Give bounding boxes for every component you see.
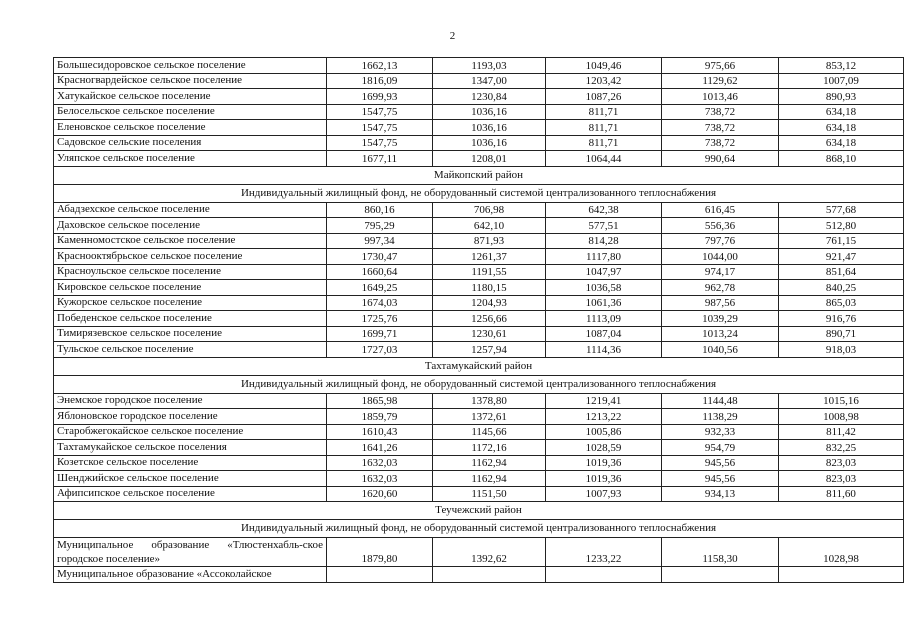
value-cell: 1193,03: [433, 58, 546, 74]
settlement-name: Афипсипское сельское поселение: [54, 486, 327, 502]
value-cell: 1191,55: [433, 264, 546, 280]
value-cell: 1172,16: [433, 440, 546, 456]
value-cell: 860,16: [327, 202, 433, 218]
value-cell: 1257,94: [433, 342, 546, 358]
settlement-name: Краснооктябрьское сельское поселение: [54, 249, 327, 265]
value-cell: 1145,66: [433, 424, 546, 440]
settlement-name: Козетское сельское поселение: [54, 455, 327, 471]
value-cell: 987,56: [662, 295, 779, 311]
value-cell: 1233,22: [546, 538, 662, 567]
value-cell: 1049,46: [546, 58, 662, 74]
value-cell: 1151,50: [433, 486, 546, 502]
value-cell: 954,79: [662, 440, 779, 456]
value-cell: 1028,59: [546, 440, 662, 456]
value-cell: 890,71: [779, 326, 904, 342]
value-cell: 890,93: [779, 89, 904, 105]
district-title: Теучежский район: [54, 502, 904, 520]
table-row: [54, 471, 904, 487]
fund-title: Индивидуальный жилищный фонд, не оборудованный системой централизованного теплоснабжения: [54, 184, 904, 202]
value-cell: [779, 567, 904, 583]
value-cell: 1677,11: [327, 151, 433, 167]
settlement-name: Уляпское сельское поселение: [54, 151, 327, 167]
table-row: [54, 538, 904, 567]
value-cell: 823,03: [779, 471, 904, 487]
value-cell: 1213,22: [546, 409, 662, 425]
value-cell: 1378,80: [433, 393, 546, 409]
value-cell: 556,36: [662, 218, 779, 234]
value-cell: 1162,94: [433, 455, 546, 471]
value-cell: 1662,13: [327, 58, 433, 74]
value-cell: 1727,03: [327, 342, 433, 358]
value-cell: 1117,80: [546, 249, 662, 265]
table-row: [54, 264, 904, 280]
value-cell: 1674,03: [327, 295, 433, 311]
value-cell: 811,71: [546, 120, 662, 136]
settlement-name: Тульское сельское поселение: [54, 342, 327, 358]
value-cell: 1061,36: [546, 295, 662, 311]
value-cell: 1044,00: [662, 249, 779, 265]
value-cell: 932,33: [662, 424, 779, 440]
value-cell: 634,18: [779, 135, 904, 151]
value-cell: 918,03: [779, 342, 904, 358]
value-cell: 797,76: [662, 233, 779, 249]
value-cell: 997,34: [327, 233, 433, 249]
settlement-name: Энемское городское поселение: [54, 393, 327, 409]
value-cell: 868,10: [779, 151, 904, 167]
value-cell: 1036,16: [433, 135, 546, 151]
value-cell: 1180,15: [433, 280, 546, 296]
value-cell: 761,15: [779, 233, 904, 249]
value-cell: 1087,04: [546, 326, 662, 342]
value-cell: 1649,25: [327, 280, 433, 296]
settlement-name: Тахтамукайское сельское поселения: [54, 440, 327, 456]
table-row: [54, 311, 904, 327]
settlement-name: Каменномостское сельское поселение: [54, 233, 327, 249]
table-row: [54, 295, 904, 311]
settlement-name: Хатукайское сельское поселение: [54, 89, 327, 105]
table-row: [54, 486, 904, 502]
table-row: [54, 409, 904, 425]
value-cell: 1547,75: [327, 135, 433, 151]
value-cell: 634,18: [779, 120, 904, 136]
value-cell: 811,71: [546, 135, 662, 151]
table-row: [54, 326, 904, 342]
value-cell: 1816,09: [327, 73, 433, 89]
value-cell: 1039,29: [662, 311, 779, 327]
value-cell: 738,72: [662, 120, 779, 136]
fund-title: Индивидуальный жилищный фонд, не оборудованный системой централизованного теплоснабжения: [54, 375, 904, 393]
settlement-name: Муниципальное образование «Ассоколайское: [54, 567, 327, 583]
value-cell: 1632,03: [327, 455, 433, 471]
value-cell: 1013,46: [662, 89, 779, 105]
settlement-name: Старобжегокайское сельское поселение: [54, 424, 327, 440]
table-row: [54, 567, 904, 583]
value-cell: 1129,62: [662, 73, 779, 89]
table-row: [54, 249, 904, 265]
fund-header-row: [54, 520, 904, 538]
value-cell: 811,60: [779, 486, 904, 502]
value-cell: 962,78: [662, 280, 779, 296]
fund-header-row: [54, 184, 904, 202]
value-cell: 634,18: [779, 104, 904, 120]
settlement-name: Муниципальное образование «Тлюстенхабль-ское городское поселение»: [54, 538, 327, 567]
value-cell: 1114,36: [546, 342, 662, 358]
value-cell: 823,03: [779, 455, 904, 471]
settlement-name: Яблоновское городское поселение: [54, 409, 327, 425]
value-cell: 1019,36: [546, 455, 662, 471]
value-cell: 851,64: [779, 264, 904, 280]
value-cell: 916,76: [779, 311, 904, 327]
value-cell: 1219,41: [546, 393, 662, 409]
value-cell: 1641,26: [327, 440, 433, 456]
value-cell: 1230,61: [433, 326, 546, 342]
table-row: [54, 58, 904, 74]
table-row: [54, 233, 904, 249]
value-cell: 832,25: [779, 440, 904, 456]
value-cell: 1865,98: [327, 393, 433, 409]
value-cell: 1699,71: [327, 326, 433, 342]
district-title: Майкопский район: [54, 166, 904, 184]
value-cell: 1008,98: [779, 409, 904, 425]
table-row: [54, 135, 904, 151]
settlement-name: Красноульское сельское поселение: [54, 264, 327, 280]
value-cell: 1013,24: [662, 326, 779, 342]
value-cell: 1347,00: [433, 73, 546, 89]
value-cell: 975,66: [662, 58, 779, 74]
page-number: 2: [449, 30, 456, 42]
table-row: [54, 89, 904, 105]
value-cell: 795,29: [327, 218, 433, 234]
value-cell: 1015,16: [779, 393, 904, 409]
table-row: [54, 202, 904, 218]
value-cell: 1879,80: [327, 538, 433, 567]
settlement-name: Кужорское сельское поселение: [54, 295, 327, 311]
value-cell: 1230,84: [433, 89, 546, 105]
value-cell: 1392,62: [433, 538, 546, 567]
value-cell: 1372,61: [433, 409, 546, 425]
table-row: [54, 342, 904, 358]
value-cell: 1007,09: [779, 73, 904, 89]
value-cell: 990,64: [662, 151, 779, 167]
value-cell: 706,98: [433, 202, 546, 218]
settlement-name: Тимирязевское сельское поселение: [54, 326, 327, 342]
table-row: [54, 73, 904, 89]
table-row: [54, 280, 904, 296]
value-cell: 642,10: [433, 218, 546, 234]
settlement-name: Кировское сельское поселение: [54, 280, 327, 296]
table-row: [54, 393, 904, 409]
settlement-name: Красногвардейское сельское поселение: [54, 73, 327, 89]
table-row: [54, 218, 904, 234]
value-cell: 974,17: [662, 264, 779, 280]
value-cell: 1203,42: [546, 73, 662, 89]
value-cell: 1028,98: [779, 538, 904, 567]
table-row: [54, 120, 904, 136]
fund-title: Индивидуальный жилищный фонд, не оборудованный системой централизованного теплоснабжения: [54, 520, 904, 538]
value-cell: 1730,47: [327, 249, 433, 265]
value-cell: 512,80: [779, 218, 904, 234]
value-cell: 1256,66: [433, 311, 546, 327]
value-cell: 1261,37: [433, 249, 546, 265]
value-cell: 738,72: [662, 135, 779, 151]
settlement-name: Шенджийское сельское поселение: [54, 471, 327, 487]
value-cell: 934,13: [662, 486, 779, 502]
settlement-name: Абадзехское сельское поселение: [54, 202, 327, 218]
value-cell: 1036,16: [433, 120, 546, 136]
value-cell: 1064,44: [546, 151, 662, 167]
value-cell: 1699,93: [327, 89, 433, 105]
value-cell: 865,03: [779, 295, 904, 311]
settlement-name: Белосельское сельское поселение: [54, 104, 327, 120]
district-header-row: [54, 357, 904, 375]
value-cell: 853,12: [779, 58, 904, 74]
value-cell: 577,51: [546, 218, 662, 234]
value-cell: 1040,56: [662, 342, 779, 358]
value-cell: 1208,01: [433, 151, 546, 167]
value-cell: 1620,60: [327, 486, 433, 502]
district-header-row: [54, 502, 904, 520]
value-cell: 1547,75: [327, 120, 433, 136]
value-cell: 1204,93: [433, 295, 546, 311]
value-cell: 1725,76: [327, 311, 433, 327]
value-cell: 1005,86: [546, 424, 662, 440]
value-cell: 1158,30: [662, 538, 779, 567]
tariff-table: [53, 57, 904, 583]
district-title: Тахтамукайский район: [54, 357, 904, 375]
value-cell: 811,42: [779, 424, 904, 440]
value-cell: 738,72: [662, 104, 779, 120]
value-cell: 1632,03: [327, 471, 433, 487]
value-cell: 945,56: [662, 455, 779, 471]
value-cell: 1036,58: [546, 280, 662, 296]
value-cell: 1036,16: [433, 104, 546, 120]
value-cell: 945,56: [662, 471, 779, 487]
value-cell: 1610,43: [327, 424, 433, 440]
value-cell: 1547,75: [327, 104, 433, 120]
value-cell: 1087,26: [546, 89, 662, 105]
value-cell: [327, 567, 433, 583]
value-cell: 642,38: [546, 202, 662, 218]
value-cell: 577,68: [779, 202, 904, 218]
value-cell: 1144,48: [662, 393, 779, 409]
settlement-name: Садовское сельские поселения: [54, 135, 327, 151]
value-cell: 811,71: [546, 104, 662, 120]
value-cell: 1007,93: [546, 486, 662, 502]
table-row: [54, 104, 904, 120]
table-row: [54, 424, 904, 440]
district-header-row: [54, 166, 904, 184]
value-cell: 1162,94: [433, 471, 546, 487]
value-cell: 1138,29: [662, 409, 779, 425]
settlement-name: Даховское сельское поселение: [54, 218, 327, 234]
table-row: [54, 455, 904, 471]
value-cell: 871,93: [433, 233, 546, 249]
settlement-name: Еленовское сельское поселение: [54, 120, 327, 136]
value-cell: [433, 567, 546, 583]
settlement-name: Большесидоровское сельское поселение: [54, 58, 327, 74]
value-cell: [662, 567, 779, 583]
value-cell: 1019,36: [546, 471, 662, 487]
value-cell: 1660,64: [327, 264, 433, 280]
value-cell: [546, 567, 662, 583]
table-row: [54, 440, 904, 456]
value-cell: 840,25: [779, 280, 904, 296]
value-cell: 1113,09: [546, 311, 662, 327]
settlement-name: Победенское сельское поселение: [54, 311, 327, 327]
fund-header-row: [54, 375, 904, 393]
value-cell: 1859,79: [327, 409, 433, 425]
value-cell: 616,45: [662, 202, 779, 218]
value-cell: 814,28: [546, 233, 662, 249]
value-cell: 1047,97: [546, 264, 662, 280]
table-row: [54, 151, 904, 167]
value-cell: 921,47: [779, 249, 904, 265]
